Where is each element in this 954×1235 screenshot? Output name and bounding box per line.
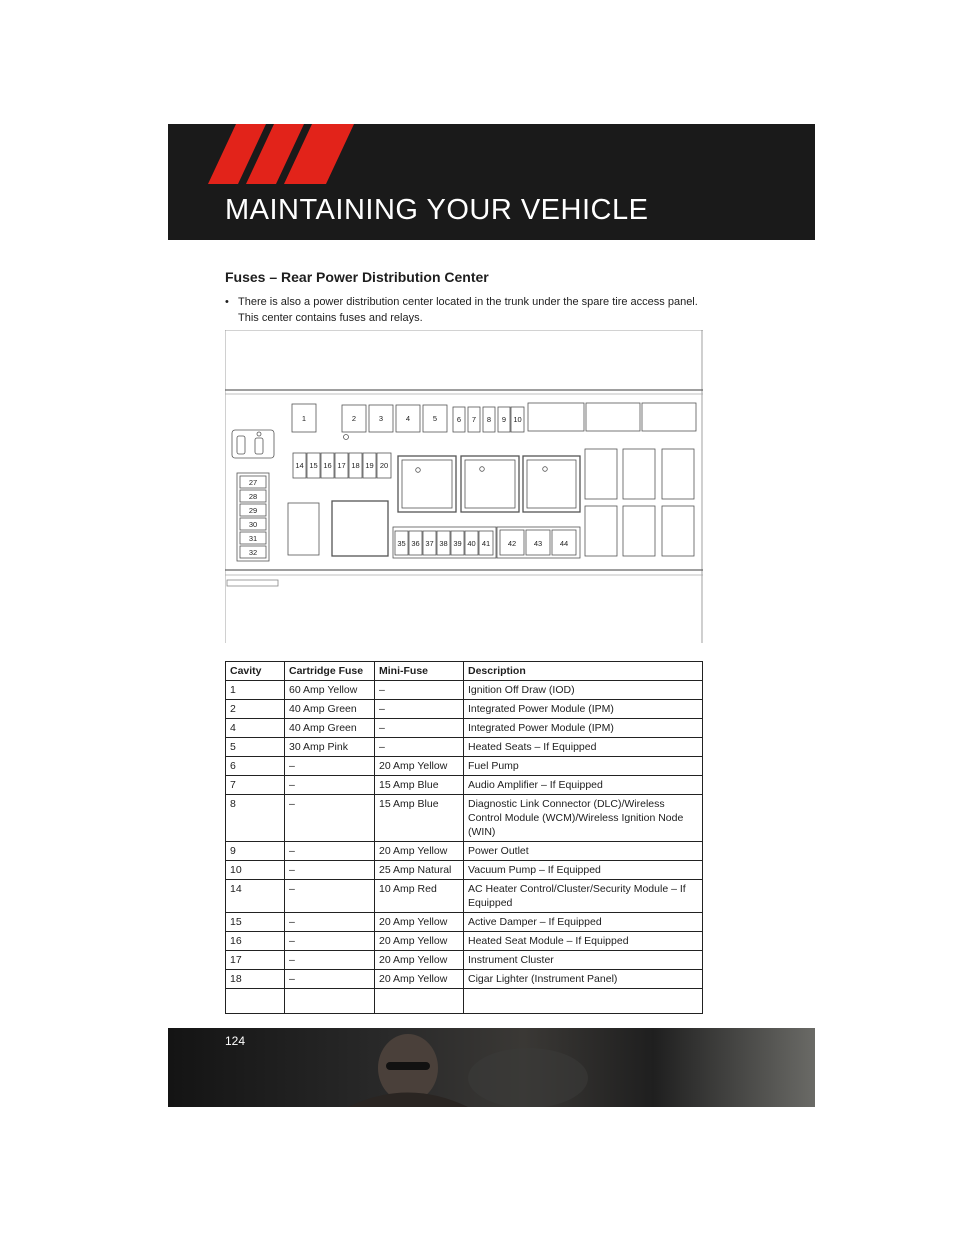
- cell-cartridge-fuse: –: [285, 951, 375, 970]
- cell-cartridge-fuse: –: [285, 880, 375, 913]
- fuse-27: [240, 476, 266, 488]
- cell-mini-fuse: 15 Amp Blue: [375, 795, 464, 842]
- cell-cartridge-fuse: –: [285, 776, 375, 795]
- relay-slot: [642, 403, 696, 431]
- relay-inner: [465, 460, 515, 508]
- table-row: [226, 880, 703, 913]
- fuse-39: [451, 531, 464, 555]
- relay: [523, 456, 580, 512]
- relay-slot: [585, 449, 617, 499]
- cell-mini-fuse: 20 Amp Yellow: [375, 932, 464, 951]
- fuse-label: 1: [301, 414, 307, 423]
- cell-empty: [464, 989, 703, 1014]
- table-row: [226, 951, 703, 970]
- cell-mini-fuse: 10 Amp Red: [375, 880, 464, 913]
- cell-cavity: 14: [226, 880, 285, 913]
- bullet-text: There is also a power distribution center located in the trunk under the spare tire access panel. This center contains fuses and relays.: [238, 296, 698, 324]
- cell-mini-fuse: 20 Amp Yellow: [375, 913, 464, 932]
- cell-description: Integrated Power Module (IPM): [464, 700, 703, 719]
- driver-photo: [328, 1028, 588, 1107]
- fuse-box-diagram: [225, 330, 703, 643]
- fuse-10: [511, 407, 524, 432]
- cell-description: Diagnostic Link Connector (DLC)/Wireless Control Module (WCM)/Wireless Ignition Node (WIN): [464, 795, 703, 842]
- relay-slot: [586, 403, 640, 431]
- connector-pin: [237, 436, 245, 454]
- fuse-label: 42: [507, 539, 517, 548]
- section-heading: Fuses – Rear Power Distribution Center: [225, 269, 489, 285]
- fuse-label: 31: [248, 534, 258, 543]
- cell-mini-fuse: 20 Amp Yellow: [375, 951, 464, 970]
- fuse-14: [293, 453, 306, 478]
- cell-cartridge-fuse: 30 Amp Pink: [285, 738, 375, 757]
- connector-pin: [255, 438, 263, 454]
- table-row: [226, 700, 703, 719]
- relay-slot: [623, 449, 655, 499]
- fuse-44: [552, 530, 576, 555]
- fuse-29: [240, 504, 266, 516]
- cell-cartridge-fuse: –: [285, 757, 375, 776]
- fuse-label: 20: [379, 461, 389, 470]
- cell-cavity: 10: [226, 861, 285, 880]
- fuse-41: [479, 531, 493, 555]
- page-number: 124: [225, 1034, 246, 1048]
- column-header-cartridge-fuse: Cartridge Fuse: [285, 662, 375, 681]
- cell-cavity: 18: [226, 970, 285, 989]
- cell-mini-fuse: 20 Amp Yellow: [375, 842, 464, 861]
- cell-cartridge-fuse: –: [285, 970, 375, 989]
- table-row-empty: [226, 989, 703, 1014]
- fuse-label: 37: [425, 539, 434, 548]
- fuse-20: [377, 453, 391, 478]
- cell-empty: [285, 989, 375, 1014]
- connector-pin: [257, 432, 261, 436]
- fuse-2: [342, 405, 366, 432]
- fuse-3: [369, 405, 393, 432]
- cell-description: Active Damper – If Equipped: [464, 913, 703, 932]
- cell-cavity: 8: [226, 795, 285, 842]
- fuse-42: [500, 530, 524, 555]
- fuse-label: 7: [471, 415, 477, 424]
- fuse-5: [423, 405, 447, 432]
- fuse-label: 4: [405, 414, 411, 423]
- cell-cavity: 1: [226, 681, 285, 700]
- bullet-dot: •: [225, 296, 229, 308]
- fuse-8: [483, 407, 495, 432]
- fuse-19: [363, 453, 376, 478]
- racing-stripes-logo: [208, 124, 368, 186]
- fuse-9: [498, 407, 510, 432]
- fuse-32: [240, 546, 266, 558]
- relay-hole: [416, 468, 421, 473]
- fuse-label: 43: [533, 539, 543, 548]
- table-row: [226, 719, 703, 738]
- fuse-label: 10: [513, 415, 522, 424]
- cell-description: Power Outlet: [464, 842, 703, 861]
- cell-empty: [375, 989, 464, 1014]
- cell-description: Heated Seat Module – If Equipped: [464, 932, 703, 951]
- bullet-item: [225, 294, 705, 326]
- table-header-row: [226, 662, 703, 681]
- fuse-15: [307, 453, 320, 478]
- relay-slot: [585, 506, 617, 556]
- table-row: [226, 970, 703, 989]
- fuse-28: [240, 490, 266, 502]
- relay-hole: [543, 467, 548, 472]
- fuse-label: 44: [559, 539, 569, 548]
- table-row: [226, 861, 703, 880]
- cell-mini-fuse: 20 Amp Yellow: [375, 970, 464, 989]
- fuse-label: 9: [501, 415, 507, 424]
- relay-slot: [662, 449, 694, 499]
- cell-mini-fuse: –: [375, 681, 464, 700]
- mount-hole: [344, 435, 349, 440]
- fuse-label: 30: [248, 520, 258, 529]
- fuse-43: [526, 530, 550, 555]
- fuse-label: 40: [467, 539, 476, 548]
- relay: [461, 456, 519, 512]
- fuse-label: 5: [432, 414, 438, 423]
- cell-description: Heated Seats – If Equipped: [464, 738, 703, 757]
- fuse-31: [240, 532, 266, 544]
- fuse-label: 39: [453, 539, 462, 548]
- cell-description: Cigar Lighter (Instrument Panel): [464, 970, 703, 989]
- relay-inner: [402, 460, 452, 508]
- cell-cartridge-fuse: –: [285, 913, 375, 932]
- fuse-17: [335, 453, 348, 478]
- relay: [398, 456, 456, 512]
- page-title: MAINTAINING YOUR VEHICLE: [225, 194, 649, 226]
- relay-slot: [662, 506, 694, 556]
- column-header-description: Description: [464, 662, 703, 681]
- fuse-38: [437, 531, 450, 555]
- table-row: [226, 738, 703, 757]
- chapter-header: [168, 124, 815, 240]
- cell-mini-fuse: –: [375, 738, 464, 757]
- fuse-label: 3: [378, 414, 384, 423]
- relay-hole: [480, 467, 485, 472]
- cell-mini-fuse: 15 Amp Blue: [375, 776, 464, 795]
- fuse-label: 29: [248, 506, 258, 515]
- fuse-label: 17: [337, 461, 346, 470]
- fuse-label: 8: [486, 415, 492, 424]
- cell-description: Instrument Cluster: [464, 951, 703, 970]
- fuse-18: [349, 453, 362, 478]
- cell-description: Fuel Pump: [464, 757, 703, 776]
- cell-cartridge-fuse: 40 Amp Green: [285, 719, 375, 738]
- fuse-4: [396, 405, 420, 432]
- fuse-label: 41: [481, 539, 491, 548]
- table-row: [226, 757, 703, 776]
- fuse-label: 16: [323, 461, 332, 470]
- cell-description: Ignition Off Draw (IOD): [464, 681, 703, 700]
- fuse-table: [225, 661, 703, 1014]
- fuse-37: [423, 531, 436, 555]
- cell-cavity: 17: [226, 951, 285, 970]
- fuse-16: [321, 453, 334, 478]
- cell-cartridge-fuse: –: [285, 932, 375, 951]
- cell-cartridge-fuse: –: [285, 795, 375, 842]
- column-header-mini-fuse: Mini-Fuse: [375, 662, 464, 681]
- cell-cartridge-fuse: 40 Amp Green: [285, 700, 375, 719]
- fuse-1: [292, 404, 316, 432]
- fuse-label: 35: [397, 539, 406, 548]
- relay-inner: [527, 460, 576, 508]
- cell-mini-fuse: 20 Amp Yellow: [375, 757, 464, 776]
- cell-cavity: 4: [226, 719, 285, 738]
- cell-description: Audio Amplifier – If Equipped: [464, 776, 703, 795]
- fuse-label: 15: [309, 461, 318, 470]
- cell-cartridge-fuse: –: [285, 842, 375, 861]
- table-row: [226, 776, 703, 795]
- fuse-label: 19: [365, 461, 374, 470]
- fuse-label: 2: [351, 414, 357, 423]
- table-row: [226, 932, 703, 951]
- fuse-label: 32: [248, 548, 258, 557]
- fuse-label: 36: [411, 539, 420, 548]
- cell-cavity: 7: [226, 776, 285, 795]
- cell-description: AC Heater Control/Cluster/Security Module – If Equipped: [464, 880, 703, 913]
- column-header-cavity: Cavity: [226, 662, 285, 681]
- table-row: [226, 681, 703, 700]
- fuse-label: 38: [439, 539, 448, 548]
- footer-photo-band: [168, 1028, 815, 1107]
- cell-cavity: 6: [226, 757, 285, 776]
- fuse-label: 18: [351, 461, 360, 470]
- relay-slot: [528, 403, 584, 431]
- cell-description: Vacuum Pump – If Equipped: [464, 861, 703, 880]
- fuse-30: [240, 518, 266, 530]
- cell-cavity: 2: [226, 700, 285, 719]
- cell-cartridge-fuse: –: [285, 861, 375, 880]
- cell-mini-fuse: –: [375, 700, 464, 719]
- fuse-7: [468, 407, 480, 432]
- table-row: [226, 842, 703, 861]
- relay: [332, 501, 388, 556]
- fuse-label: 6: [456, 415, 462, 424]
- fuse-6: [453, 407, 465, 432]
- relay-slot: [288, 503, 319, 555]
- fuse-35: [395, 531, 408, 555]
- cell-empty: [226, 989, 285, 1014]
- cell-cartridge-fuse: 60 Amp Yellow: [285, 681, 375, 700]
- fuse-40: [465, 531, 478, 555]
- cell-mini-fuse: 25 Amp Natural: [375, 861, 464, 880]
- cell-description: Integrated Power Module (IPM): [464, 719, 703, 738]
- fuse-label: 27: [248, 478, 258, 487]
- table-row: [226, 913, 703, 932]
- cell-cavity: 15: [226, 913, 285, 932]
- cell-cavity: 9: [226, 842, 285, 861]
- cell-mini-fuse: –: [375, 719, 464, 738]
- fuse-36: [409, 531, 422, 555]
- cell-cavity: 16: [226, 932, 285, 951]
- cell-cavity: 5: [226, 738, 285, 757]
- relay-slot: [623, 506, 655, 556]
- fuse-label: 28: [248, 492, 258, 501]
- fuse-label: 14: [295, 461, 304, 470]
- table-row: [226, 795, 703, 842]
